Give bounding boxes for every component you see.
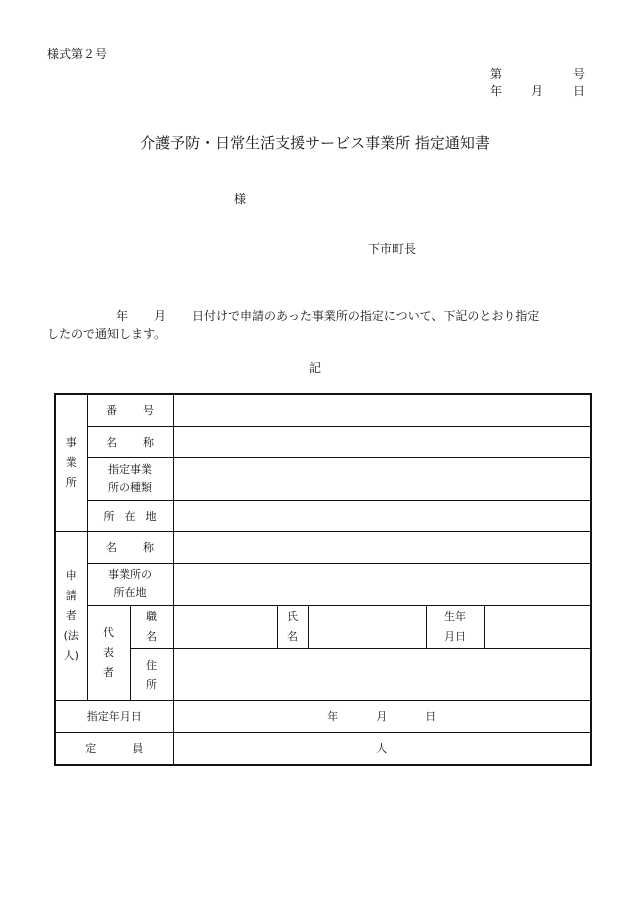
doc-no-suffix: 号 xyxy=(572,67,585,81)
doc-no-prefix: 第 xyxy=(490,67,503,81)
row-meisho xyxy=(55,426,591,457)
row-bango xyxy=(55,394,591,426)
document-title: 介護予防・日常生活支援サービス事業所 指定通知書 xyxy=(140,134,490,152)
body-text-line-2: したので通知します。 xyxy=(47,327,167,341)
shimei-label: 氏 名 xyxy=(277,605,308,648)
shozaichi-value[interactable] xyxy=(173,500,591,531)
row-shozaichi xyxy=(55,500,591,531)
jusho-value[interactable] xyxy=(173,648,591,700)
document-date xyxy=(490,85,585,99)
jigyosho-group-label: 事 業 所 xyxy=(55,394,87,531)
ki-heading: 記 xyxy=(309,361,322,375)
seinengappi-label: 生年 月日 xyxy=(426,605,484,648)
seinengappi-value[interactable] xyxy=(484,605,591,648)
teiin-value[interactable] xyxy=(173,732,591,765)
body-month: 月 xyxy=(154,309,167,323)
shimei-value[interactable] xyxy=(308,605,426,648)
shurui-value[interactable] xyxy=(173,457,591,500)
meisho-label: 名 称 xyxy=(87,426,173,457)
shitei-date-label: 指定年月日 xyxy=(55,700,173,732)
jusho-label: 住 所 xyxy=(130,648,173,700)
body-text-line-1 xyxy=(116,310,539,322)
jigyosho-shozaichi-label: 事業所の 所在地 xyxy=(87,563,173,605)
addressee-suffix: 様 xyxy=(234,192,247,206)
shurui-label: 指定事業 所の種類 xyxy=(87,457,173,500)
row-applicant-meisho xyxy=(55,531,591,563)
shokumei-label: 職 名 xyxy=(130,605,173,648)
teiin-unit: 人 xyxy=(376,742,388,756)
form-number: 様式第２号 xyxy=(47,47,108,61)
row-shitei-date xyxy=(55,700,591,732)
shokumei-value[interactable] xyxy=(173,605,277,648)
doc-date-month: 月 xyxy=(531,84,544,98)
row-jusho xyxy=(55,648,591,700)
daihyosha-label: 代 表 者 xyxy=(87,605,130,700)
row-shurui xyxy=(55,457,591,500)
applicant-meisho-value[interactable] xyxy=(173,531,591,563)
row-teiin xyxy=(55,732,591,765)
doc-date-year: 年 xyxy=(490,84,503,98)
row-jigyosho-shozaichi xyxy=(55,563,591,605)
document-number xyxy=(490,68,585,82)
designation-table xyxy=(54,393,592,766)
bango-value[interactable] xyxy=(173,394,591,426)
body-year: 年 xyxy=(116,309,129,323)
doc-date-day: 日 xyxy=(572,84,585,98)
shozaichi-label: 所 在 地 xyxy=(87,500,173,531)
issuer-name: 下市町長 xyxy=(368,242,417,256)
shitei-date-value[interactable]: 年 月 日 xyxy=(173,700,591,732)
row-daihyosha-shokumei xyxy=(55,605,591,648)
bango-label: 番 号 xyxy=(87,394,173,426)
teiin-label: 定 員 xyxy=(55,732,173,765)
meisho-value[interactable] xyxy=(173,426,591,457)
shinseisha-group-label: 申 請 者 (法 人) xyxy=(55,531,87,700)
jigyosho-shozaichi-value[interactable] xyxy=(173,563,591,605)
body-rest: 日付けで申請のあった事業所の指定について、下記のとおり指定 xyxy=(192,309,540,323)
applicant-meisho-label: 名 称 xyxy=(87,531,173,563)
